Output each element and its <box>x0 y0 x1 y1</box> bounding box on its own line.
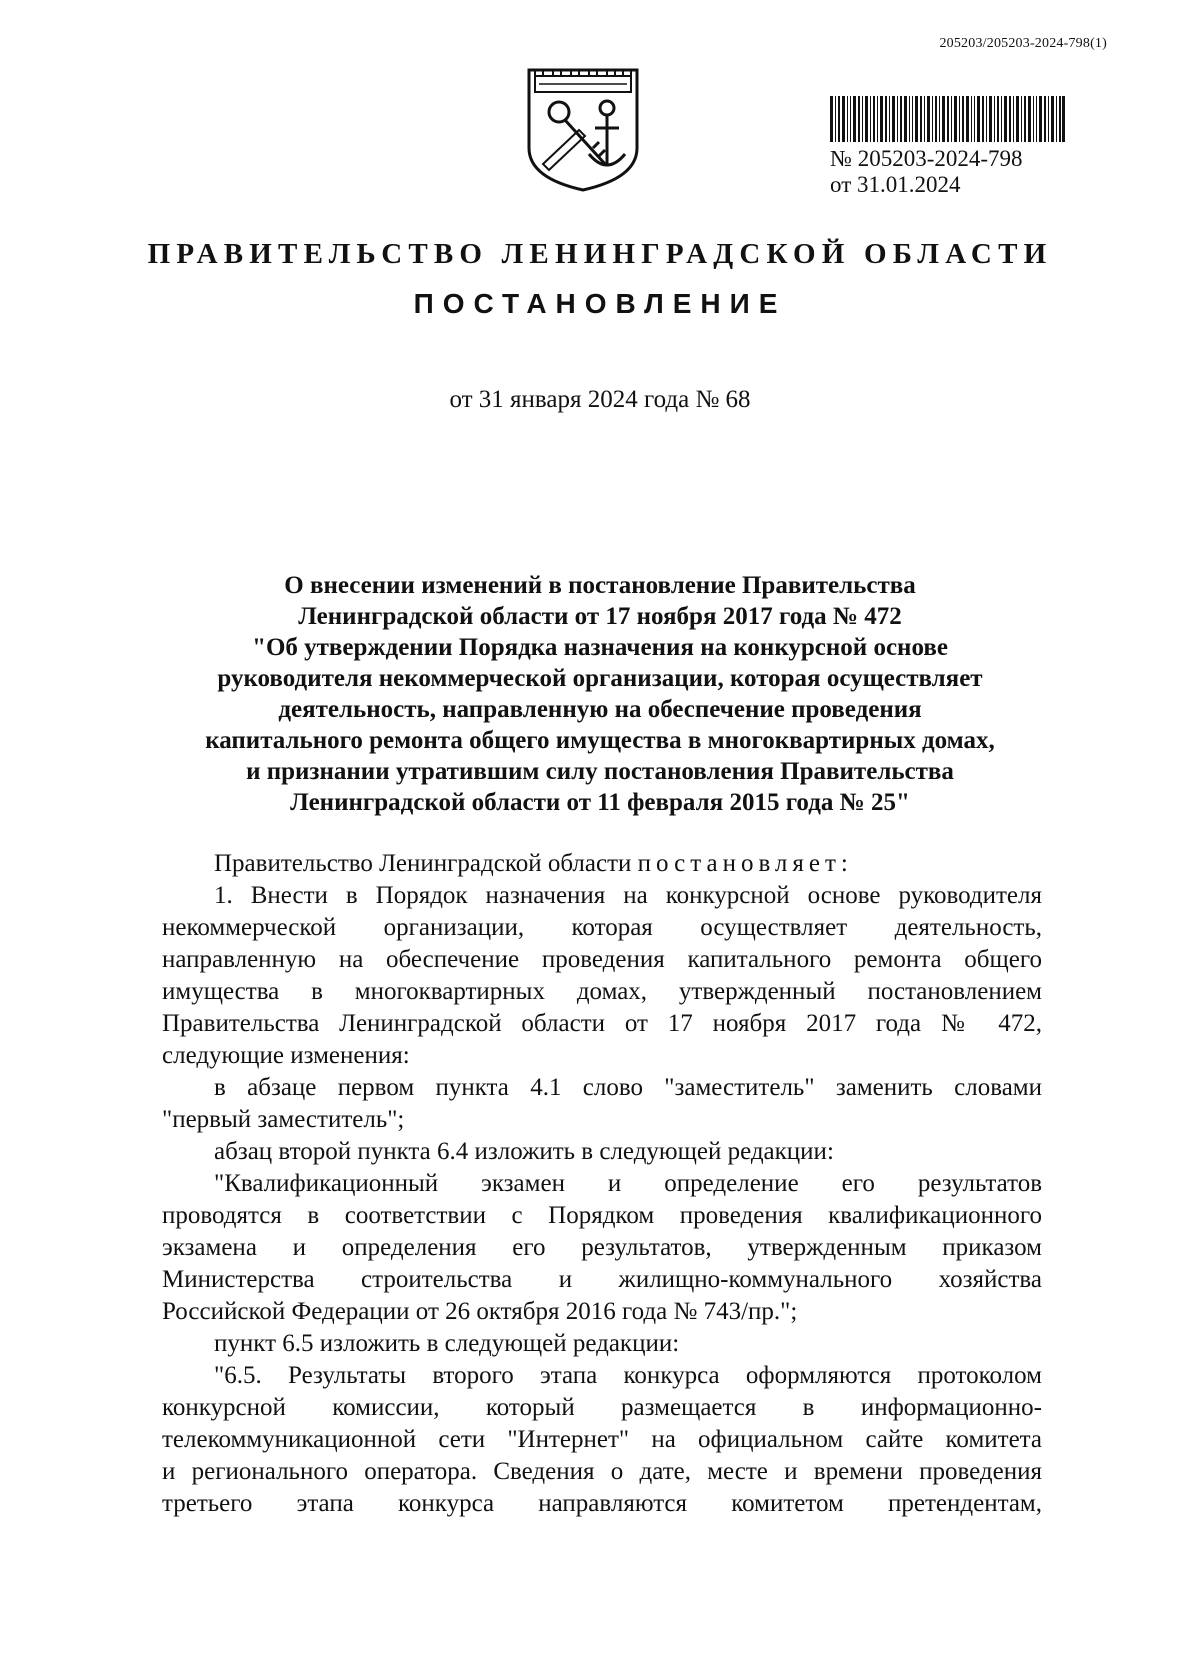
registration-date: от 31.01.2024 <box>830 172 961 197</box>
heading-line: руководителя некоммерческой организации, которая осуществляет <box>217 665 983 692</box>
body-line: 1. Внести в Порядок назначения на конкурсной основе руководителя <box>214 882 1042 909</box>
document-heading <box>160 570 1040 818</box>
heading-line: Ленинградской области от 11 февраля 2015 года № 25" <box>290 789 910 816</box>
body-line: следующие изменения: <box>162 1042 410 1069</box>
heading-line: "Об утверждении Порядка назначения на конкурсной основе <box>252 634 948 661</box>
body-line: "6.5. Результаты второго этапа конкурса оформляются протоколом <box>214 1362 1042 1389</box>
body-line: в абзаце первом пункта 4.1 слово "заместитель" заменить словами <box>214 1074 1042 1101</box>
body-line: телекоммуникационной сети "Интернет" на официальном сайте комитета <box>162 1426 1042 1453</box>
heading-line: капитального ремонта общего имущества в многоквартирных домах, <box>205 727 995 754</box>
registration-number: № 205203-2024-798 <box>830 146 1023 171</box>
heading-line: деятельность, направленную на обеспечение проведения <box>278 696 922 723</box>
body-line: некоммерческой организации, которая осуществляет деятельность, <box>162 914 1042 941</box>
preamble-resolves: постановляет: <box>637 850 853 877</box>
body-line: конкурсной комиссии, который размещается в информационно- <box>162 1394 1042 1421</box>
government-title: ПРАВИТЕЛЬСТВО ЛЕНИНГРАДСКОЙ ОБЛАСТИ <box>147 238 1053 270</box>
preamble-text: Правительство Ленинградской области <box>214 850 632 877</box>
document-body <box>162 848 1042 1520</box>
body-line: абзац второй пункта 6.4 изложить в следующей редакции: <box>214 1138 834 1165</box>
body-line: и регионального оператора. Сведения о дате, месте и времени проведения <box>162 1458 1042 1485</box>
heading-line: О внесении изменений в постановление Правительства <box>284 572 916 599</box>
leningrad-oblast-coat-of-arms-icon <box>523 60 643 192</box>
heading-line: и признании утратившим силу постановления Правительства <box>246 758 954 785</box>
body-line: Министерства строительства и жилищно-коммунального хозяйства <box>162 1266 1042 1293</box>
body-line: "первый заместитель"; <box>162 1106 405 1133</box>
document-code: 205203/205203-2024-798(1) <box>939 36 1107 51</box>
body-line: Российской Федерации от 26 октября 2016 года № 743/пр."; <box>162 1298 798 1325</box>
body-line: имущества в многоквартирных домах, утвержденный постановлением <box>162 978 1042 1005</box>
registration-block <box>830 146 1023 198</box>
document-date-number: от 31 января 2024 года № 68 <box>449 386 751 413</box>
body-line: направленную на обеспечение проведения капитального ремонта общего <box>162 946 1042 973</box>
body-line: Правительства Ленинградской области от 17 ноября 2017 года № 472, <box>162 1010 1042 1037</box>
body-line: третьего этапа конкурса направляются комитетом претендентам, <box>162 1490 1042 1517</box>
body-line: проводятся в соответствии с Порядком проведения квалификационного <box>162 1202 1042 1229</box>
barcode-icon <box>830 96 1065 142</box>
body-line: экзамена и определения его результатов, утвержденным приказом <box>162 1234 1042 1261</box>
preamble <box>162 848 1042 880</box>
body-line: "Квалификационный экзамен и определение его результатов <box>214 1170 1042 1197</box>
body-line: пункт 6.5 изложить в следующей редакции: <box>214 1330 680 1357</box>
document-type: ПОСТАНОВЛЕНИЕ <box>413 288 787 319</box>
heading-line: Ленинградской области от 17 ноября 2017 года № 472 <box>298 603 902 630</box>
